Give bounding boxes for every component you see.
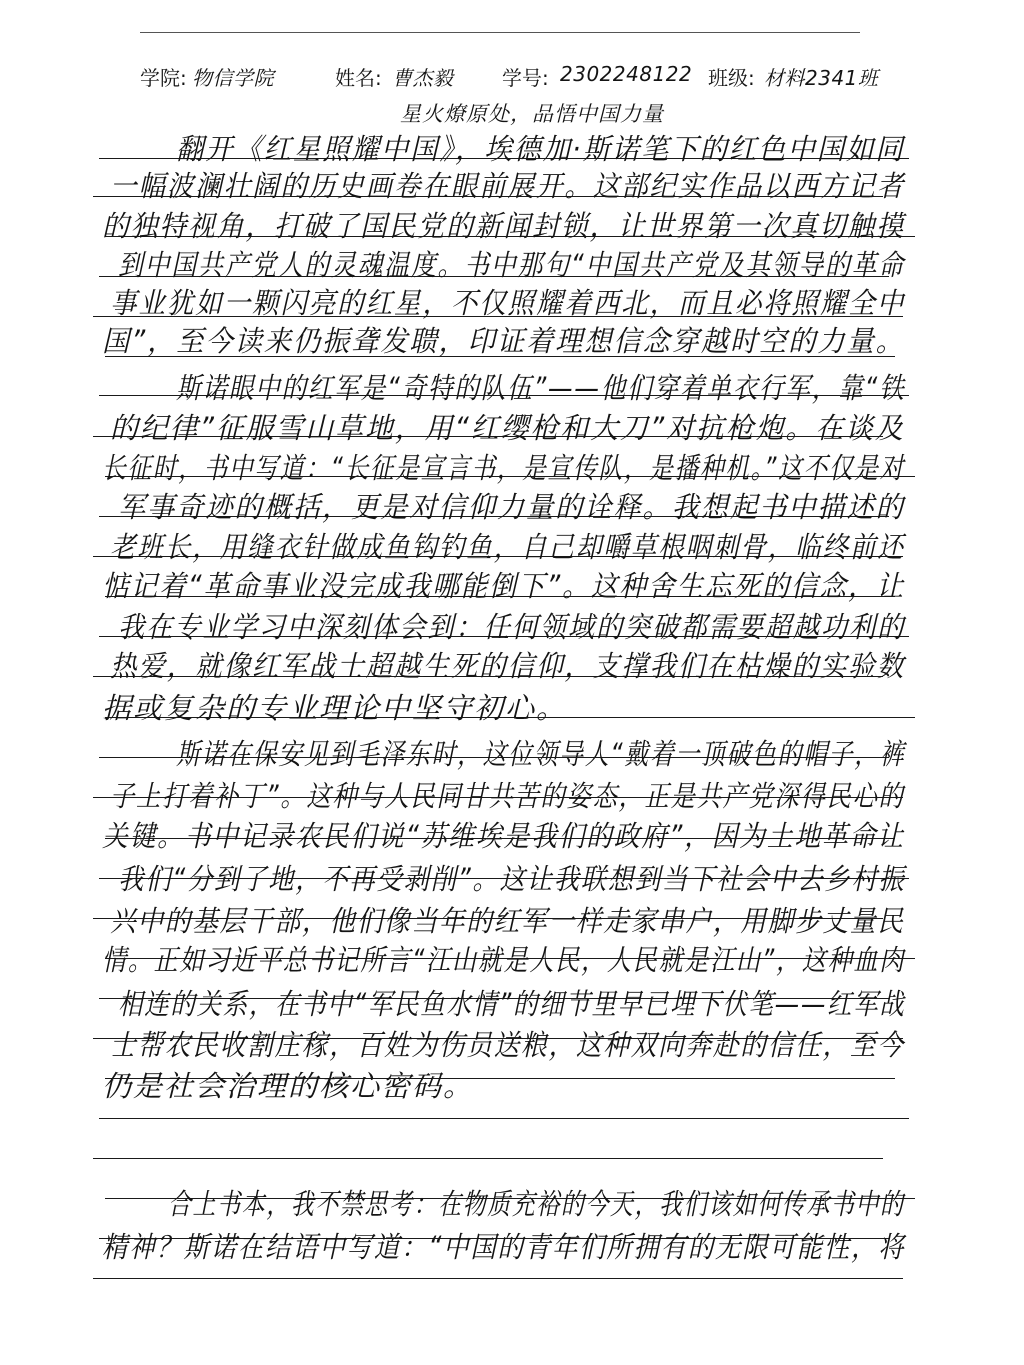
essay-line: 惦记着“革命事业没完成我哪能倒下”。这种舍生忘死的信念，让 [102, 569, 906, 603]
ruled-line [93, 1278, 903, 1279]
ruled-line [93, 1158, 883, 1159]
essay-line: 子上打着补丁”。这种与人民同甘共苦的姿态，正是共产党深得民心的 [110, 779, 905, 813]
name-label: 姓名: [335, 66, 382, 90]
class-value: 材料2341班 [764, 66, 879, 90]
top-rule [140, 32, 860, 33]
name-value: 曹杰毅 [392, 66, 454, 90]
essay-line: 仍是社会治理的核心密码。 [102, 1069, 475, 1103]
essay-line: 我们“分到了地，不再受剥削”。这让我联想到当下社会中去乡村振 [118, 862, 906, 896]
student-info-header [140, 62, 910, 90]
college-value: 物信学院 [192, 66, 274, 90]
essay-line: 事业犹如一颗闪亮的红星，不仅照耀着西北，而且必将照耀全中 [110, 286, 906, 320]
essay-line: 关键。书中记录农民们说“苏维埃是我们的政府”，因为土地革命让 [102, 819, 905, 853]
essay-line: 一幅波澜壮阔的历史画卷在眼前展开。这部纪实作品以西方记者 [110, 169, 906, 203]
essay-line: 到中国共产党人的灵魂温度。书中那句“中国共产党及其领导的革命 [118, 248, 905, 282]
college-label: 学院: [140, 66, 187, 90]
essay-line: 的独特视角，打破了国民党的新闻封锁，让世界第一次真切触摸 [102, 209, 905, 243]
essay-line: 长征时，书中写道：“长征是宣言书，是宣传队，是播种机。”这不仅是对 [102, 451, 906, 485]
ruled-line [99, 1118, 909, 1119]
student-id-label: 学号: [502, 66, 549, 90]
essay-line: 据或复杂的专业理论中坚守初心。 [102, 691, 568, 725]
essay-line: 翻开《红星照耀中国》，埃德加·斯诺笔下的红色中国如同 [176, 132, 905, 166]
essay-title: 星火燎原处，品悟中国力量 [400, 102, 664, 126]
essay-line: 相连的关系，在书中“军民鱼水情”的细节里早已埋下伏笔——红军战 [118, 987, 906, 1021]
essay-line: 热爱，就像红军战士超越生死的信仰，支撑我们在枯燥的实验数 [110, 649, 906, 683]
class-label: 班级: [708, 66, 755, 90]
essay-line: 我在专业学习中深刻体会到：任何领域的突破都需要超越功利的 [118, 610, 906, 644]
essay-line: 斯诺眼中的红军是“奇特的队伍”——他们穿着单衣行军，靠“铁 [176, 371, 906, 405]
essay-line: 国”，至今读来仍振聋发聩，印证着理想信念穿越时空的力量。 [102, 324, 905, 358]
essay-line: 老班长，用缝衣针做成鱼钩钓鱼，自己却嚼草根咽刺骨，临终前还 [110, 530, 905, 564]
essay-line: 合上书本，我不禁思考：在物质充裕的今天，我们该如何传承书中的 [168, 1187, 905, 1221]
essay-line: 兴中的基层干部，他们像当年的红军一样走家串户，用脚步丈量民 [110, 904, 905, 938]
essay-line: 情。正如习近平总书记所言“江山就是人民，人民就是江山”，这种血肉 [102, 943, 906, 977]
essay-line: 的纪律”征服雪山草地，用“红缨枪和大刀”对抗枪炮。在谈及 [110, 411, 905, 445]
essay-line: 精神？斯诺在结语中写道：“中国的青年们所拥有的无限可能性，将 [102, 1230, 906, 1264]
essay-line: 士帮农民收割庄稼，百姓为伤员送粮，这种双向奔赴的信任，至今 [110, 1028, 905, 1062]
essay-line: 军事奇迹的概括，更是对信仰力量的诠释。我想起书中描述的 [118, 490, 905, 524]
essay-line: 斯诺在保安见到毛泽东时，这位领导人“戴着一顶破色的帽子，裤 [176, 737, 906, 771]
student-id-value: 2302248122 [560, 62, 693, 86]
